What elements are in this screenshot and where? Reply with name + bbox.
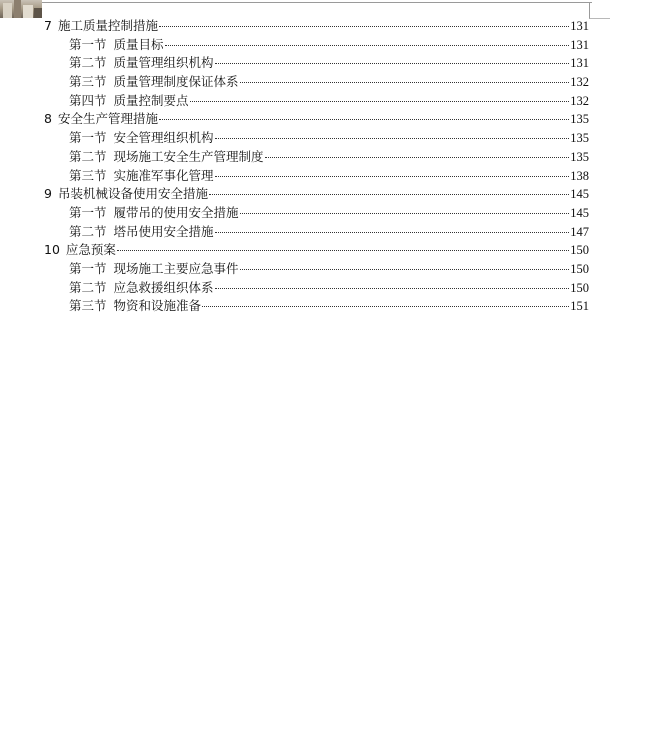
toc-leader (265, 157, 570, 158)
toc-leader (159, 26, 569, 27)
toc-entry[interactable] (44, 204, 589, 223)
toc-leader (215, 176, 570, 177)
toc-section-label: 第四节 (69, 92, 107, 108)
building-thumbnail (0, 0, 42, 18)
toc-entry[interactable] (44, 297, 589, 316)
toc-entry[interactable] (44, 260, 589, 279)
toc-leader (117, 250, 569, 251)
toc-section-label: 第一节 (69, 36, 107, 52)
toc-title: 质量目标 (113, 36, 164, 52)
toc-leader (202, 306, 569, 307)
toc-section-label: 第二节 (69, 279, 107, 295)
toc-page-number: 131 (570, 19, 589, 33)
toc-page-number: 132 (570, 75, 589, 90)
toc-title: 现场施工安全生产管理制度 (113, 148, 264, 164)
toc-section-label: 第一节 (69, 130, 107, 146)
toc-title: 实施准军事化管理 (113, 167, 214, 183)
toc-section-label: 第三节 (69, 298, 107, 314)
toc-entry[interactable] (44, 185, 589, 204)
toc-section-label: 第三节 (69, 167, 107, 183)
toc-page-number: 135 (570, 131, 589, 146)
toc-title: 质量管理组织机构 (113, 55, 214, 71)
toc-page-number: 147 (570, 224, 589, 239)
toc-section-label: 第二节 (69, 55, 107, 71)
toc-page-number: 151 (570, 299, 589, 314)
toc-leader (215, 63, 570, 64)
toc-section-label: 第二节 (69, 148, 107, 164)
toc-chapter-number: 8 (44, 111, 52, 127)
toc-page-number: 145 (570, 187, 589, 202)
toc-entry[interactable] (44, 73, 589, 92)
toc-leader (215, 138, 570, 139)
toc-page-number: 132 (570, 93, 589, 108)
toc-title: 应急救援组织体系 (113, 279, 214, 295)
toc-section-label: 第一节 (69, 204, 107, 220)
header-rule (42, 2, 592, 3)
toc-page-number: 150 (570, 243, 589, 258)
toc-leader (240, 269, 570, 270)
toc-entry[interactable] (44, 241, 589, 260)
page-corner-mark (589, 2, 610, 19)
toc-chapter-number: 7 (44, 18, 52, 33)
toc-entry[interactable] (44, 223, 589, 242)
toc-section-label: 第二节 (69, 223, 107, 239)
toc-entry[interactable] (44, 167, 589, 186)
toc-leader (190, 101, 570, 102)
toc-section-label: 第一节 (69, 260, 107, 276)
toc-title: 履带吊的使用安全措施 (113, 204, 239, 220)
toc-title: 质量控制要点 (113, 92, 189, 108)
toc-title: 应急预案 (65, 242, 116, 258)
toc-title: 吊装机械设备使用安全措施 (57, 186, 208, 202)
toc-chapter-number: 9 (44, 186, 52, 202)
toc-page-number: 131 (570, 37, 589, 52)
toc-entry[interactable] (44, 92, 589, 111)
toc-title: 物资和设施准备 (113, 298, 202, 314)
toc-title: 施工质量控制措施 (57, 18, 158, 33)
toc-page-number: 138 (570, 168, 589, 183)
toc-leader (165, 45, 570, 46)
toc-section-label: 第三节 (69, 74, 107, 90)
toc-leader (159, 119, 569, 120)
toc-page-number: 135 (570, 112, 589, 127)
toc-entry[interactable] (44, 36, 589, 55)
toc-title: 安全生产管理措施 (57, 111, 158, 127)
toc-page-number: 135 (570, 149, 589, 164)
toc-page-number: 150 (570, 261, 589, 276)
toc-title: 现场施工主要应急事件 (113, 260, 239, 276)
toc-leader (215, 232, 570, 233)
toc-title: 塔吊使用安全措施 (113, 223, 214, 239)
toc-leader (240, 213, 570, 214)
toc-entry[interactable] (44, 17, 589, 36)
toc-entry[interactable] (44, 54, 589, 73)
table-of-contents (44, 17, 589, 316)
toc-page-number: 131 (570, 56, 589, 71)
toc-entry[interactable] (44, 129, 589, 148)
toc-leader (215, 288, 570, 289)
toc-page-number: 145 (570, 205, 589, 220)
toc-chapter-number: 10 (44, 242, 60, 258)
toc-title: 安全管理组织机构 (113, 130, 214, 146)
toc-entry[interactable] (44, 279, 589, 298)
toc-page-number: 150 (570, 280, 589, 295)
toc-entry[interactable] (44, 148, 589, 167)
toc-leader (240, 82, 570, 83)
toc-entry[interactable] (44, 110, 589, 129)
toc-title: 质量管理制度保证体系 (113, 74, 239, 90)
toc-leader (209, 194, 569, 195)
